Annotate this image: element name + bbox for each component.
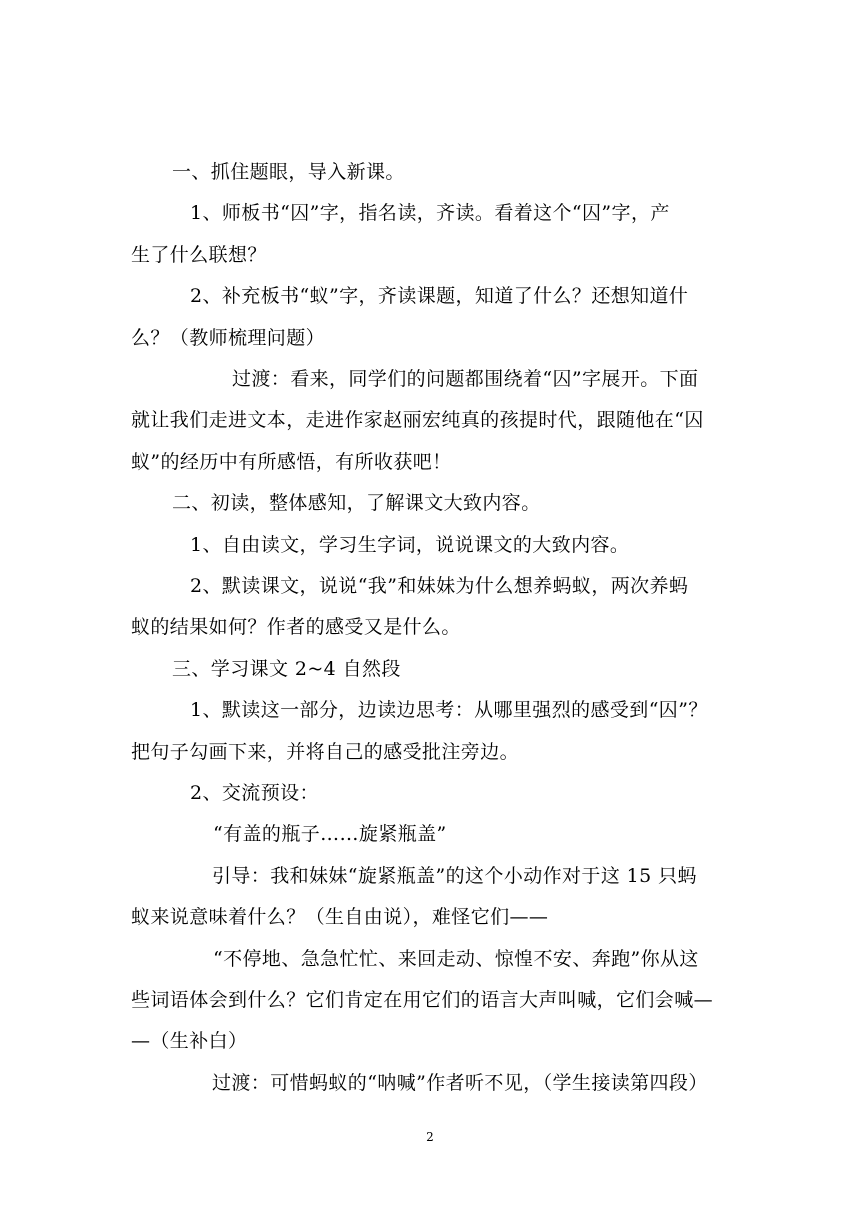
paragraph-line: 2、补充板书“蚁”字，齐读课题，知道了什么？还想知道什 — [190, 285, 689, 307]
heading-section-1: 一、抓住题眼，导入新课。 — [172, 161, 405, 183]
heading-section-2: 二、初读，整体感知，了解课文大致内容。 — [172, 492, 541, 514]
paragraph-line: 1、自由读文，学习生字词，说说课文的大致内容。 — [190, 534, 630, 556]
page-number: 2 — [426, 1130, 434, 1144]
paragraph-line: 把句子勾画下来，并将自己的感受批注旁边。 — [131, 741, 520, 763]
quotation-line: “有盖的瓶子……旋紧瓶盖” — [213, 823, 447, 845]
paragraph-line: 蚁”的经历中有所感悟，有所收获吧！ — [131, 451, 452, 473]
paragraph-line: 引导：我和妹妹“旋紧瓶盖”的这个小动作对于这 15 只蚂 — [212, 865, 697, 887]
paragraph-line: 2、默读课文，说说“我”和妹妹为什么想养蚂蚁，两次养蚂 — [190, 575, 689, 597]
paragraph-line: 么？（教师梳理问题） — [131, 327, 326, 349]
paragraph-line: 蚁来说意味着什么？（生自由说），难怪它们—— — [131, 906, 549, 928]
paragraph-line: 生了什么联想？ — [131, 244, 267, 266]
paragraph-line: 1、师板书“囚”字，指名读，齐读。看着这个“囚”字，产 — [190, 202, 670, 224]
paragraph-line: 过渡：看来，同学们的问题都围绕着“囚”字展开。下面 — [232, 368, 699, 390]
paragraph-line: 1、默读这一部分，边读边思考：从哪里强烈的感受到“囚”？ — [190, 699, 708, 721]
paragraph-line: 过渡：可惜蚂蚁的“呐喊”作者听不见，（学生接读第四段） — [212, 1072, 708, 1094]
paragraph-line: 蚁的结果如何？作者的感受又是什么。 — [131, 616, 461, 638]
paragraph-line: 2、交流预设： — [190, 782, 319, 804]
paragraph-line: —（生补白） — [131, 1030, 248, 1052]
heading-section-3: 三、学习课文 2~4 自然段 — [172, 658, 401, 680]
paragraph-line: 些词语体会到什么？它们肯定在用它们的语言大声叫喊，它们会喊— — [131, 989, 714, 1011]
paragraph-line: 就让我们走进文本，走进作家赵丽宏纯真的孩提时代，跟随他在“囚 — [131, 409, 704, 431]
paragraph-line: “不停地、急急忙忙、来回走动、惊惶不安、奔跑”你从这 — [213, 948, 699, 970]
